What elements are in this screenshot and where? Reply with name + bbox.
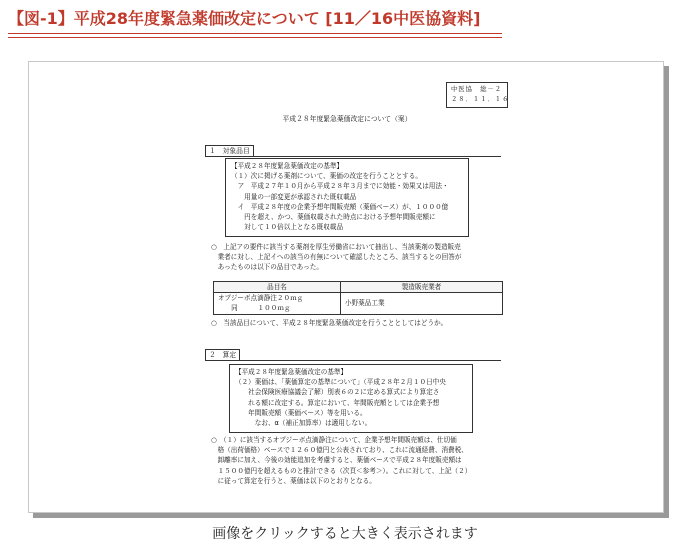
table-header-maker: 製造販売業者	[341, 282, 503, 293]
criteria-line: 対して１０倍以上となる既収載品	[231, 223, 344, 232]
table-header-product: 品目名	[214, 282, 341, 293]
meeting-stamp	[446, 82, 508, 108]
table-header-row	[214, 282, 503, 293]
criteria-line: 円を超え、かつ、薬価収載された時点における予想年間販売額に	[231, 213, 436, 222]
paragraph-line: 業者に対し、上記イへの該当の有無について確認したところ、該当するとの回答が	[211, 253, 462, 262]
paragraph-line: １５００億円を超えるものと推計できる（次頁＜参考＞）。これに対して、上記（２）	[211, 466, 472, 475]
criteria-line: イ 平成２８年度の企業予想年間販売額（薬価ベース）が、１０００億	[231, 202, 449, 211]
section-1-rule	[205, 156, 501, 157]
section-1-criteria-box	[225, 158, 469, 237]
paragraph-line: 格（出荷価格）ベースで１２６０億円と公表されており、これに流通経費、消費税、	[211, 446, 468, 455]
product-name-2: 同 １００ｍｇ	[218, 304, 291, 313]
stamp-line-2: ２８．１１．１６	[451, 96, 510, 103]
document-heading: 平成２８年度緊急薬価改定について（案）	[282, 115, 412, 123]
section-2-paragraph	[211, 435, 471, 486]
criteria-line: 【平成２８年度緊急薬価改定の基準】	[235, 368, 348, 376]
product-table	[213, 281, 503, 315]
table-cell-product	[214, 293, 341, 314]
paragraph-line: 卸離率に加え、今後の効能追加を考慮すると、薬価ベースで平成２８年度販売額は	[211, 456, 462, 465]
enlarge-caption[interactable]: 画像をクリックすると大きく表示されます	[212, 526, 478, 542]
paragraph-line: ○ 上記アの要件に該当する薬剤を厚生労働省において抽出し、当該薬剤の製造販売	[211, 243, 461, 251]
product-name-1: オプジーボ点滴静注２０ｍｇ	[218, 294, 304, 303]
criteria-line: 年間販売額（薬価ベース）等を用いる。	[235, 408, 367, 417]
criteria-line: ア 平成２７年１０月から平成２８年３月までに効能・効果又は用法・	[231, 182, 449, 191]
criteria-line: （２）薬価は、「薬価算定の基準について」（平成２８年２月１０日中央	[235, 378, 446, 387]
criteria-line: 社会保険医療協議会了解）別表６の２に定める算式により算定さ	[235, 388, 440, 397]
paragraph-line: ○ （１）に該当するオプジーボ点滴静注について、企業予想年間販売額は、仕切価	[211, 436, 457, 444]
section-2-rule	[205, 360, 501, 361]
criteria-line: れる額に改定する。算定において、年間販売額としては企業予想	[235, 398, 440, 407]
section-2-criteria-box	[229, 364, 473, 433]
criteria-line: 用量の一部変更が承認された既収載品	[231, 192, 357, 201]
document-image-link[interactable]	[28, 61, 664, 513]
criteria-line: （１）次に掲げる薬剤について、薬価の改定を行うこととする。	[231, 172, 422, 181]
table-row	[214, 293, 503, 314]
criteria-line: 【平成２８年度緊急薬価改定の基準】	[231, 162, 344, 170]
section-1-label: １ 対象品目	[205, 145, 254, 157]
title-underline	[8, 33, 502, 38]
conclusion-line: ○ 当該品目について、平成２８年度緊急薬価改定を行うこととしてはどうか。	[211, 319, 448, 327]
stamp-line-1: 中医協 総－２	[451, 86, 503, 93]
section-1-conclusion	[211, 318, 447, 328]
page-title: 【図-1】平成28年度緊急薬価改定について [11／16中医協資料]	[8, 9, 481, 28]
section-2-label: ２ 算定	[205, 349, 240, 361]
paragraph-line: に従って算定を行うと、薬価は以下のとおりとなる。	[211, 476, 376, 485]
paragraph-line: あったものは以下の品目であった。	[211, 263, 323, 272]
criteria-line: なお、α（補正加算率）は適用しない。	[235, 419, 372, 428]
table-cell-maker: 小野薬品工業	[341, 293, 503, 314]
section-1-paragraph	[211, 242, 461, 273]
